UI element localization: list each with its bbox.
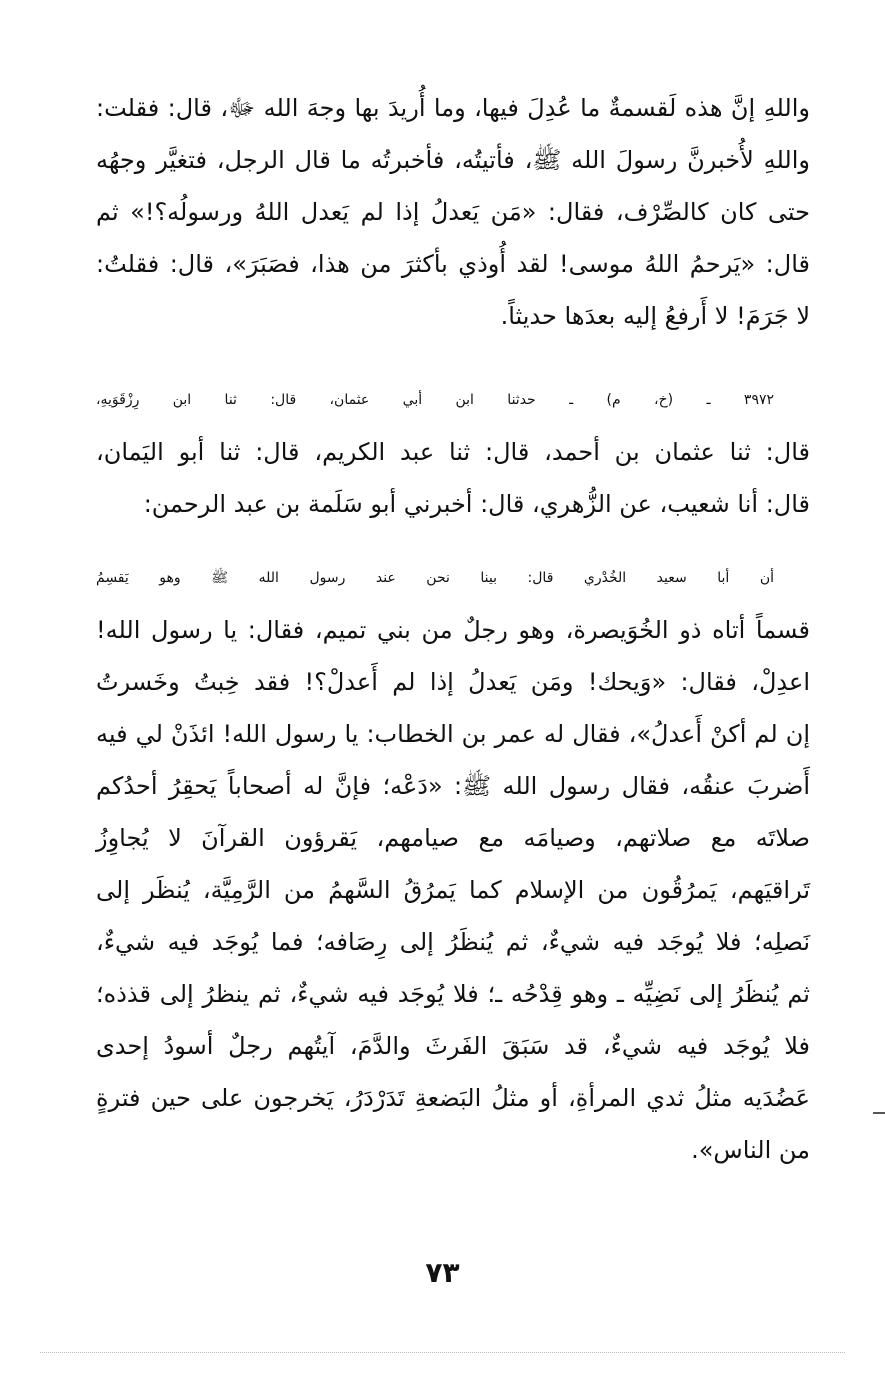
text-line: أن أبا سعيد الخُدْري قال: بينا نحن عند رسول الله ﷺ وهو يَقسِمُ <box>96 570 774 586</box>
text-line: تَراقيَهم، يَمرُقُون من الإسلام كما يَمرُقُ السَّهمُ من الرَّمِيَّة، يُنظَر إلى <box>96 876 810 904</box>
text-line: إن لم أكنْ أَعدلُ»، فقال له عمر بن الخطاب: يا رسول الله! ائذَنْ لي فيه <box>96 720 810 748</box>
hadith-isnad <box>96 374 810 530</box>
text-line: من الناس». <box>691 1136 810 1164</box>
hadith-matn <box>96 552 810 1176</box>
text-line: قال: «يَرحمُ اللهُ موسى! لقد أُوذي بأكثرَ من هذا، فصَبَرَ»، قال: فقلتُ: <box>96 250 810 278</box>
text-line: أَضربَ عنقُه، فقال رسول الله ﷺ: «دَعْه؛ فإنَّ له أصحاباً يَحقِرُ أحدُكم <box>96 772 810 800</box>
margin-mark <box>873 1112 885 1114</box>
text-line: اعدِلْ، فقال: «وَيحك! ومَن يَعدلُ إذا لم أَعدلْ؟! فقد خِبتُ وخَسرتُ <box>96 668 810 696</box>
text-line: عَضُدَيه مثلُ ثدي المرأةِ، أو مثلُ البَضعةِ تَدَرْدَرُ، يَخرجون على حين فترةٍ <box>96 1084 810 1112</box>
text-line: فلا يُوجَد فيه شيءٌ، قد سَبَقَ الفَرثَ والدَّمَ، آيتُهم رجلٌ أسودُ إحدى <box>96 1032 810 1060</box>
text-line: واللهِ إنَّ هذه لَقسمةٌ ما عُدِلَ فيها، وما أُريدَ بها وجهَ الله ﷻ، قال: فقلت: <box>96 94 810 122</box>
page-number: ٧٣ <box>425 1256 460 1289</box>
text-line: نَصلِه؛ فلا يُوجَد فيه شيءٌ، ثم يُنظَرُ إلى رِصَافه؛ فما يُوجَد فيه شيءٌ، <box>96 928 810 956</box>
text-line: قال: أنا شعيب، عن الزُّهري، قال: أخبرني أبو سَلَمة بن عبد الرحمن: <box>143 490 810 518</box>
paragraph-continuation <box>96 82 810 342</box>
page-edge-divider <box>40 1352 845 1354</box>
text-line: صلاتَه مع صلاتهم، وصيامَه مع صيامهم، يَقرؤون القرآنَ لا يُجاوِزُ <box>96 824 810 852</box>
text-line: ثم يُنظَرُ إلى نَضِيِّه ـ وهو قِدْحُه ـ؛ فلا يُوجَد فيه شيءٌ، ثم ينظرُ إلى قذذه؛ <box>96 980 810 1008</box>
text-line: قسماً أتاه ذو الخُوَيصرة، وهو رجلٌ من بني تميم، فقال: يا رسول الله! <box>96 616 810 644</box>
text-line: قال: ثنا عثمان بن أحمد، قال: ثنا عبد الكريم، قال: ثنا أبو اليَمان، <box>96 438 810 466</box>
text-line: لا جَرَمَ! لا أَرفعُ إليه بعدَها حديثاً. <box>500 302 810 330</box>
text-line: ٣٩٧٢ ـ (خ، م) ـ حدثنا ابن أبي عثمان، قال: ثنا ابن رِزْقَوَيهِ، <box>96 392 774 408</box>
text-line: حتى كان كالصِّرْف، فقال: «مَن يَعدلُ إذا لم يَعدل اللهُ ورسولُه؟!» ثم <box>96 198 810 226</box>
text-line: واللهِ لأُخبرنَّ رسولَ الله ﷺ، فأتيتُه، فأخبرتُه ما قال الرجل، فتغيَّر وجهُه <box>96 146 810 174</box>
